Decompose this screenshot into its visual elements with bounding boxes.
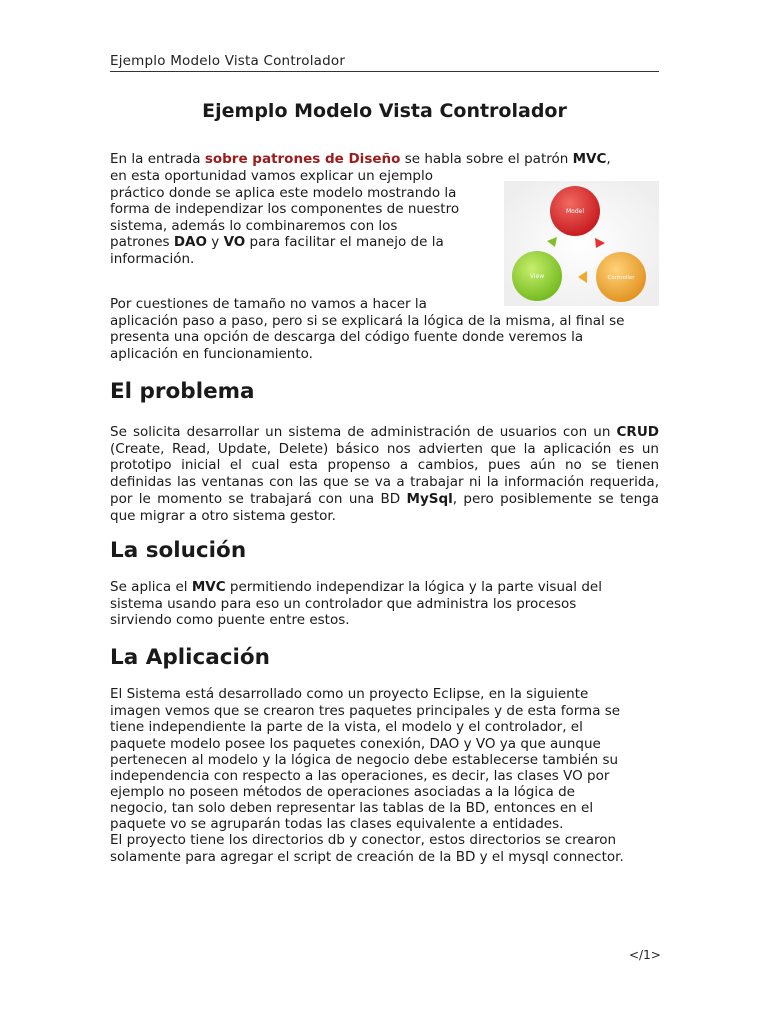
view-label: View bbox=[529, 273, 545, 280]
intro-line-3: práctico donde se aplica este modelo mostrando la bbox=[110, 185, 457, 201]
aplicacion-line-6: independencia con respecto a las operaciones, es decir, las clases VO por bbox=[110, 768, 610, 784]
dao-term: DAO bbox=[173, 234, 207, 250]
problema-text-3: , pero posiblemente se tenga que migrar a otro sistema gestor. bbox=[110, 490, 659, 524]
aplicacion-line-10: El proyecto tiene los directorios db y conector, estos directorios se crearon bbox=[110, 832, 617, 848]
size-note-line-4: aplicación en funcionamiento. bbox=[110, 346, 313, 362]
solucion-text-1b: permitiendo independizar la lógica y la parte visual del bbox=[225, 579, 602, 595]
intro-line-2: en esta oportunidad vamos explicar un ejemplo bbox=[110, 168, 434, 184]
intro-text-6b: y bbox=[206, 234, 224, 250]
intro-line-6 bbox=[110, 234, 444, 251]
intro-text-1: En la entrada bbox=[110, 151, 205, 167]
intro-text-3: , bbox=[606, 151, 611, 167]
aplicacion-line-3: tiene independiente la parte de la vista, el modelo y el controlador, el bbox=[110, 719, 583, 735]
aplicacion-line-5: pertenecen al modelo y la lógica de negocio debe establecerse también su bbox=[110, 752, 619, 768]
intro-line-4: forma de independizar los componentes de nuestro bbox=[110, 201, 460, 217]
size-note-line-3: presenta una opción de descarga del código fuente donde veremos la bbox=[110, 329, 584, 345]
problema-text-2: (Create, Read, Update, Delete) básico nos advierten que la aplicación es un prototipo inicial el cual esta propenso a cambios, pues aún no se tienen definidas las ventanas con las que se va a trabajar ni la información requerida, por le momento se trabajará con una BD bbox=[110, 440, 659, 507]
mvc-term: MVC bbox=[572, 151, 607, 167]
solucion-line-3: sirviendo como puente entre estos. bbox=[110, 612, 350, 628]
mvc-diagram-image bbox=[504, 181, 659, 306]
aplicacion-line-9: paquete vo se agruparán todas las clases equivalente a entidades. bbox=[110, 816, 564, 832]
solucion-line-2: sistema usando para eso un controlador que administra los procesos bbox=[110, 596, 577, 612]
aplicacion-line-1: El Sistema está desarrollado como un proyecto Eclipse, en la siguiente bbox=[110, 686, 589, 702]
heading-solucion: La solución bbox=[110, 538, 247, 563]
running-header: Ejemplo Modelo Vista Controlador bbox=[110, 53, 346, 69]
crud-term: CRUD bbox=[616, 424, 659, 440]
aplicacion-line-7: ejemplo no poseen métodos de operaciones asociadas a la lógica de bbox=[110, 784, 575, 800]
aplicacion-line-8: negocio, tan solo deben representar las tablas de la BD, entonces en el bbox=[110, 800, 594, 816]
intro-text-6c: para facilitar el manejo de la bbox=[245, 234, 444, 250]
intro-text-2: se habla sobre el patrón bbox=[400, 151, 573, 167]
intro-line-7: información. bbox=[110, 251, 195, 267]
controller-label: Controller bbox=[607, 275, 635, 281]
header-rule bbox=[110, 71, 659, 72]
solucion-text-1a: Se aplica el bbox=[110, 579, 192, 595]
intro-line-1 bbox=[110, 151, 611, 168]
heading-aplicacion: La Aplicación bbox=[110, 645, 270, 670]
patrones-diseno-link[interactable]: sobre patrones de Diseño bbox=[204, 151, 401, 167]
vo-term: VO bbox=[223, 234, 246, 250]
page-number: </1> bbox=[629, 948, 661, 962]
model-label: Model bbox=[565, 208, 585, 215]
heading-problema: El problema bbox=[110, 379, 255, 404]
problema-paragraph bbox=[110, 424, 659, 524]
size-note-line-1: Por cuestiones de tamaño no vamos a hacer la bbox=[110, 296, 427, 312]
intro-text-6a: patrones bbox=[110, 234, 174, 250]
aplicacion-line-4: paquete modelo posee los paquetes conexión, DAO y VO ya que aunque bbox=[110, 736, 601, 752]
problema-text-1: Se solicita desarrollar un sistema de administración de usuarios con un bbox=[110, 424, 617, 440]
aplicacion-line-11: solamente para agregar el script de creación de la BD y el mysql connector. bbox=[110, 849, 624, 865]
mysql-term: MySql bbox=[406, 490, 453, 507]
aplicacion-line-2: imagen vemos que se crearon tres paquetes principales y de esta forma se bbox=[110, 703, 621, 719]
intro-line-5: sistema, además lo combinaremos con los bbox=[110, 218, 398, 234]
size-note-line-2: aplicación paso a paso, pero si se explicará la lógica de la misma, al final se bbox=[110, 313, 625, 329]
solucion-line-1 bbox=[110, 579, 602, 596]
document-title: Ejemplo Modelo Vista Controlador bbox=[202, 100, 567, 122]
mvc-term-2: MVC bbox=[191, 579, 226, 595]
